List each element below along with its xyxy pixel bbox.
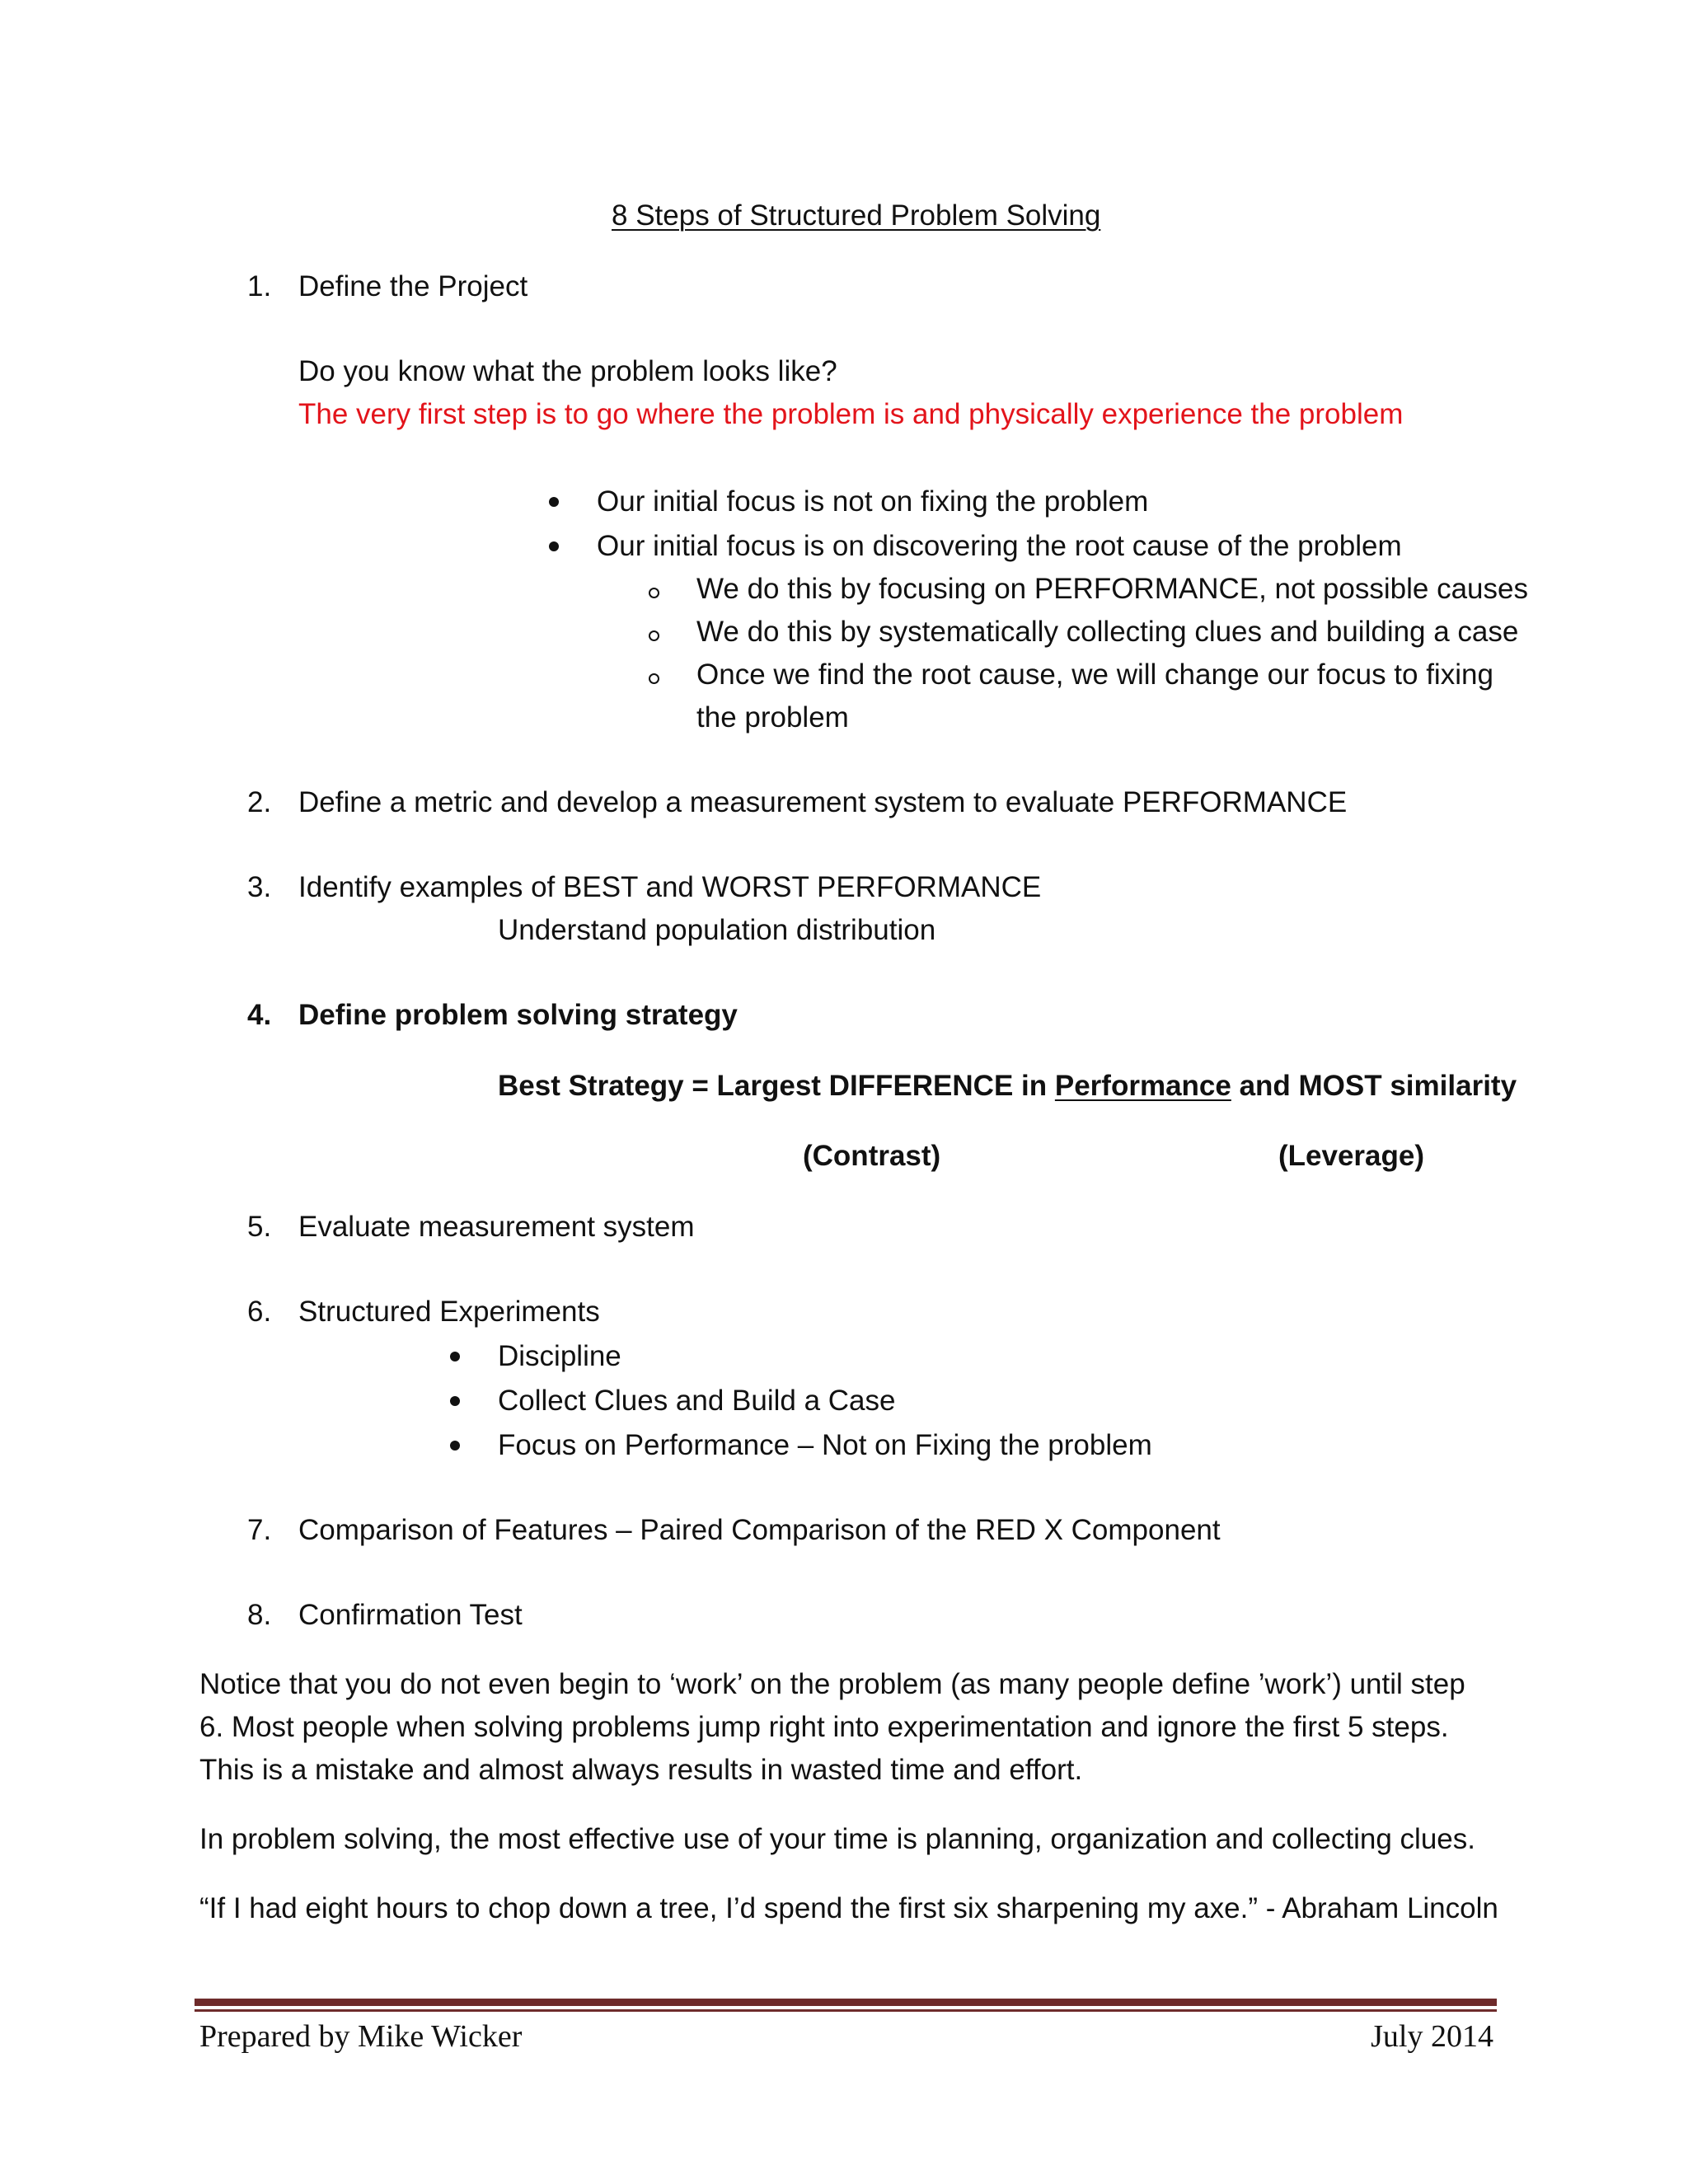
step-6-label: Structured Experiments xyxy=(298,1296,600,1328)
footer-rule xyxy=(195,1999,1497,2006)
step-7-label: Comparison of Features – Paired Comparison of the RED X Component xyxy=(298,1514,1221,1546)
sub-bullet-circle xyxy=(649,673,659,684)
step-4-label: Define problem solving strategy xyxy=(298,999,738,1031)
document-title: 8 Steps of Structured Problem Solving xyxy=(612,199,1101,232)
step-4-contrast: (Contrast) xyxy=(803,1140,941,1172)
sub-bullet-circle xyxy=(649,630,659,641)
bullet-dot xyxy=(450,1352,460,1361)
sub-bullet-circle xyxy=(649,588,659,598)
step-6-number: 6. xyxy=(247,1296,272,1328)
bullet-dot xyxy=(450,1396,460,1406)
footer-rule-thin xyxy=(195,2009,1497,2012)
step-7-number: 7. xyxy=(247,1514,272,1546)
step-3-number: 3. xyxy=(247,871,272,903)
closing-paragraph-1: Notice that you do not even begin to ‘work’ on the problem (as many people define ’work’) until step 6. Most people when solving problems jump right into experimentation and ignore the first 5 steps. This is a mistake and almost always results in wasted time and effort. xyxy=(199,1668,1465,1786)
step-2-number: 2. xyxy=(247,786,272,818)
bullet-dot xyxy=(549,497,559,507)
step-1-question: Do you know what the problem looks like? xyxy=(298,355,837,387)
footer-date: July 2014 xyxy=(1371,2019,1493,2054)
closing-paragraph-2: In problem solving, the most effective use of your time is planning, organization and collecting clues. xyxy=(199,1823,1475,1855)
step-1-sub-bullet-1: We do this by focusing on PERFORMANCE, not possible causes xyxy=(696,573,1528,605)
step-5-label: Evaluate measurement system xyxy=(298,1211,695,1243)
step-1-sub-bullet-2: We do this by systematically collecting clues and building a case xyxy=(696,616,1519,648)
footer-author: Prepared by Mike Wicker xyxy=(199,2019,523,2054)
step-3-label: Identify examples of BEST and WORST PERFORMANCE xyxy=(298,871,1042,903)
step-8-number: 8. xyxy=(247,1599,272,1631)
bullet-dot xyxy=(549,541,559,551)
strategy-prefix: Best Strategy = Largest DIFFERENCE in xyxy=(498,1070,1055,1102)
step-8-label: Confirmation Test xyxy=(298,1599,523,1631)
step-6-bullet-2: Collect Clues and Build a Case xyxy=(498,1385,896,1417)
step-4-number: 4. xyxy=(247,999,272,1031)
step-1-label: Define the Project xyxy=(298,270,528,302)
step-6-bullet-1: Discipline xyxy=(498,1340,621,1372)
step-3-note: Understand population distribution xyxy=(498,914,936,946)
bullet-dot xyxy=(450,1441,460,1451)
step-1-bullet-1: Our initial focus is not on fixing the problem xyxy=(597,485,1149,518)
step-6-bullet-3: Focus on Performance – Not on Fixing the problem xyxy=(498,1429,1152,1461)
step-5-number: 5. xyxy=(247,1211,272,1243)
strategy-suffix: and MOST similarity xyxy=(1231,1070,1517,1102)
step-4-strategy xyxy=(498,1068,1517,1104)
step-1-bullet-2: Our initial focus is on discovering the root cause of the problem xyxy=(597,530,1402,562)
step-1-sub-bullet-3-cont: the problem xyxy=(696,701,849,733)
closing-quote: “If I had eight hours to chop down a tree, I’d spend the first six sharpening my axe.” - Abraham Lincoln xyxy=(199,1892,1498,1924)
strategy-underlined: Performance xyxy=(1054,1070,1231,1102)
step-4-leverage: (Leverage) xyxy=(1278,1140,1425,1172)
step-1-red-note: The very first step is to go where the problem is and physically experience the problem xyxy=(298,398,1404,430)
step-2-label: Define a metric and develop a measurement system to evaluate PERFORMANCE xyxy=(298,786,1348,818)
step-1-number: 1. xyxy=(247,270,272,302)
step-1-sub-bullet-3: Once we find the root cause, we will change our focus to fixing xyxy=(696,658,1493,691)
